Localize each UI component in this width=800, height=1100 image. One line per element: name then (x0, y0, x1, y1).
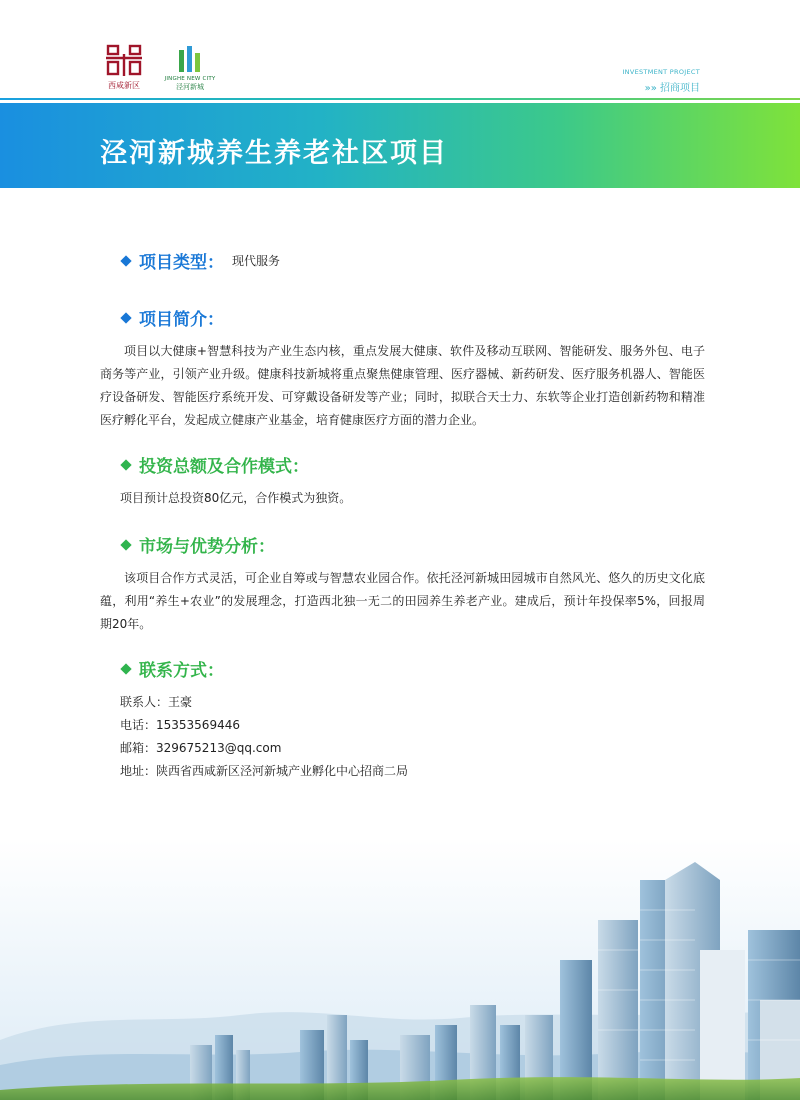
investment-project-tag (622, 68, 700, 94)
contact-phone: 电话：15353569446 (120, 718, 240, 732)
section-intro-label: 项目简介： (139, 310, 224, 330)
header-divider (0, 98, 800, 100)
investment-project-en: INVESTMENT PROJECT (622, 68, 700, 76)
section-contact-label: 联系方式： (139, 661, 224, 681)
contact-email: 邮箱：329675213@qq.com (120, 741, 282, 755)
contact-address: 地址：陕西省西咸新区泾河新城产业孵化中心招商二局 (120, 764, 409, 778)
section-investment-label: 投资总额及合作模式： (139, 457, 309, 477)
section-intro-header (120, 305, 705, 330)
investment-project-cn: »» 招商项目 (644, 83, 700, 94)
main-content (100, 248, 705, 783)
header-logos (100, 44, 218, 96)
diamond-bullet-icon (120, 255, 131, 266)
section-investment-header (120, 452, 705, 477)
xixian-logo-text: 西咸新区 (108, 81, 140, 90)
jinghe-logo-cn: 泾河新城 (176, 83, 204, 91)
page-title: 泾河新城养生养老社区项目 (100, 138, 448, 169)
contact-person: 联系人：王豪 (120, 695, 193, 709)
city-skyline-illustration (0, 840, 800, 1100)
jinghe-logo-en: JINGHE NEW CITY (164, 76, 216, 82)
section-type-header (120, 248, 705, 273)
section-type-value: 现代服务 (232, 254, 281, 268)
section-market-text: 该项目合作方式灵活，可企业自筹或与智慧农业园合作。依托泾河新城田园城市自然风光、悠久的历史文化底蕴，利用“养生+农业”的发展理念，打造西北独一无二的田园养生养老产业。建成后，预计年投保率5%，回报周期20年。 (100, 571, 705, 631)
diamond-bullet-icon (120, 312, 131, 323)
section-type-label: 项目类型： (139, 253, 224, 273)
section-investment-text: 项目预计总投资80亿元，合作模式为独资。 (120, 491, 352, 505)
section-intro-text: 项目以大健康+智慧科技为产业生态内核，重点发展大健康、软件及移动互联网、智能研发、服务外包、电子商务等产业，引领产业升级。健康科技新城将重点聚焦健康管理、医疗器械、新药研发、医疗服务机器人、智能医疗设备研发、智能医疗系统开发、可穿戴设备研发等产业；同时，拟联合天士力、东软等企业打造创新药物和精准医疗孵化平台，发起成立健康产业基金，培育健康医疗方面的潜力企业。 (100, 344, 705, 427)
jinghe-emblem-icon (177, 44, 203, 74)
diamond-bullet-icon (120, 539, 131, 550)
xixian-emblem-icon (104, 44, 144, 78)
diamond-bullet-icon (120, 459, 131, 470)
section-contact-header (120, 656, 705, 681)
title-banner (0, 103, 800, 188)
diamond-bullet-icon (120, 663, 131, 674)
xixian-logo (100, 44, 148, 91)
section-market-label: 市场与优势分析： (139, 537, 275, 557)
jinghe-logo (162, 44, 218, 92)
section-market-header (120, 532, 705, 557)
